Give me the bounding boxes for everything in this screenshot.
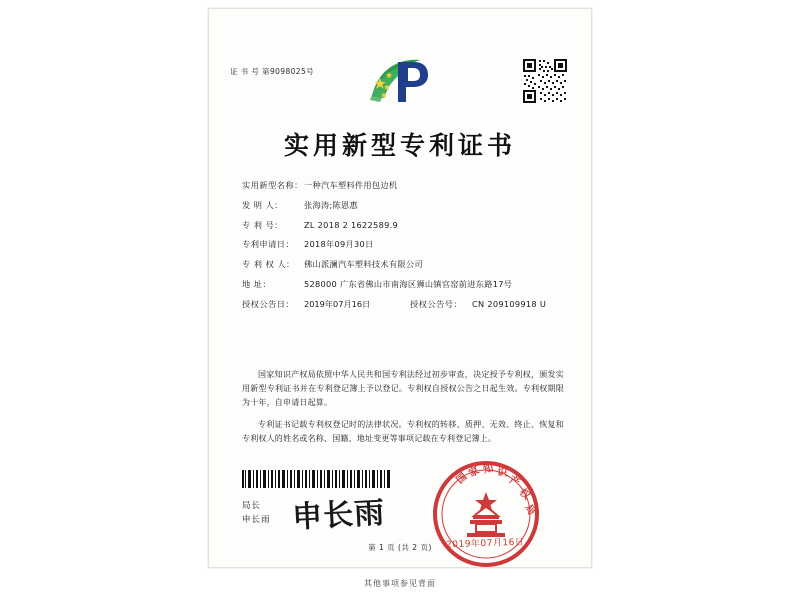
field-value: 一种汽车塑料件用包边机	[304, 180, 398, 190]
field-row-grant-announcement	[242, 299, 564, 309]
field-row-utility-model-name	[242, 180, 564, 190]
field-value: 2018年09月30日	[304, 239, 374, 250]
footer-note: 其他事项参见背面	[364, 579, 436, 588]
field-value: CN 209109918 U	[472, 298, 547, 309]
field-value: 528000 广东省佛山市南海区狮山镇官窑前进东路17号	[304, 278, 513, 289]
field-label: 授权公告号：	[410, 298, 463, 309]
legal-text	[242, 360, 564, 453]
handwritten-signature: 申长雨	[291, 495, 387, 536]
field-label: 专 利 权 人：	[242, 259, 295, 269]
certificate-number: 证 书 号 第9098025号	[230, 67, 315, 76]
svg-text:局: 局	[522, 503, 537, 518]
field-row-patentee	[242, 259, 564, 269]
field-value: 张海涛;陈恩惠	[304, 199, 358, 210]
signature-block	[242, 500, 271, 527]
barcode-icon	[242, 470, 390, 488]
field-value: 2019年07月16日	[304, 298, 371, 309]
field-label: 地 址：	[242, 278, 272, 289]
director-name-label: 申长雨	[242, 514, 271, 525]
field-row-application-date	[242, 239, 564, 249]
qr-code-icon	[522, 58, 568, 104]
field-label: 专 利 号：	[242, 219, 283, 230]
page-indicator: 第 1 页 (共 2 页)	[368, 543, 432, 552]
svg-text:家: 家	[467, 465, 482, 480]
grant-date-group	[242, 299, 410, 309]
svg-text:权: 权	[516, 487, 532, 502]
field-label: 实用新型名称：	[242, 180, 303, 190]
field-row-inventor	[242, 200, 564, 210]
svg-text:产: 产	[507, 474, 522, 489]
paragraph-grant-notice: 国家知识产权局依照中华人民共和国专利法经过初步审查，决定授予专利权，颁发实用新型专利证书并在专利登记簿上予以登记。专利权自授权公告之日起生效。专利权期限为十年，自申请日起算。	[242, 370, 564, 407]
svg-text:知: 知	[482, 463, 495, 476]
field-row-patent-number	[242, 220, 564, 230]
paragraph-registry-notice: 专利证书记载专利权登记时的法律状况。专利权的转移、质押、无效、终止、恢复和专利权人的姓名或名称、国籍、地址变更等事项记载在专利登记簿上。	[242, 420, 564, 443]
official-seal-icon	[430, 458, 542, 570]
field-value: 佛山派澜汽车塑料技术有限公司	[304, 259, 423, 269]
field-row-address	[242, 279, 564, 289]
page-title: 实用新型专利证书	[283, 131, 516, 160]
field-label: 发 明 人：	[242, 199, 283, 210]
seal-date: 2019年07月16日	[445, 537, 525, 551]
field-label: 授权公告日：	[242, 298, 295, 309]
field-value: ZL 2018 2 1622589.9	[304, 219, 398, 230]
svg-text:国: 国	[454, 471, 470, 487]
field-label: 专利申请日：	[242, 239, 295, 250]
patent-certificate	[208, 8, 592, 568]
svg-text:识: 识	[496, 467, 508, 480]
field-list	[242, 180, 564, 318]
cnipa-logo-icon	[368, 56, 432, 108]
director-title-label: 局长	[242, 501, 262, 511]
